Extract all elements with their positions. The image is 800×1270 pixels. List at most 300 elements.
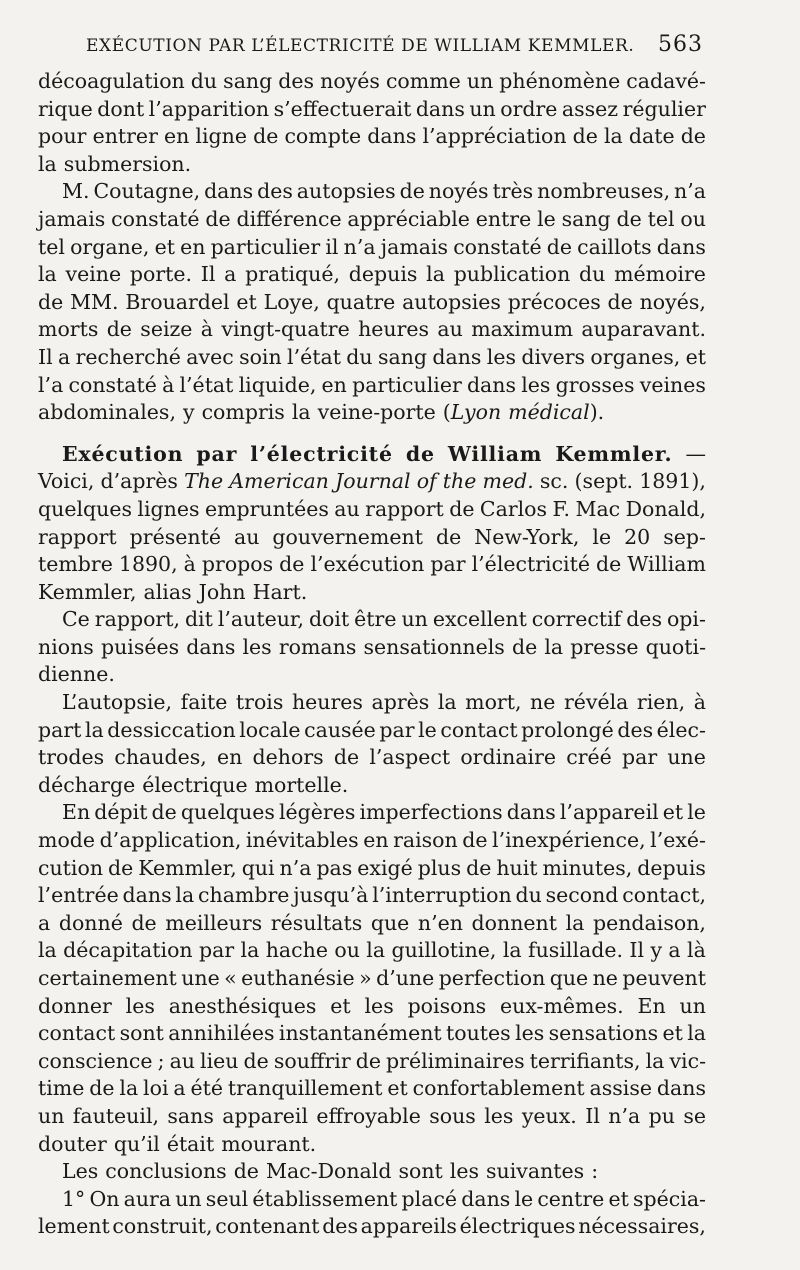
word: terrifiants, — [529, 1048, 641, 1073]
word: Exécution — [62, 441, 184, 466]
word: à — [693, 690, 706, 715]
word: abdominales, — [38, 400, 176, 425]
word: médical). — [508, 400, 605, 425]
text-line — [38, 744, 706, 772]
word: rapport — [365, 496, 444, 521]
word: la — [544, 634, 564, 659]
word: 1891), — [639, 469, 706, 494]
word: la — [687, 1021, 706, 1046]
word: en — [163, 124, 190, 149]
word: tel — [647, 206, 675, 231]
word: peuvent — [622, 966, 706, 990]
word: hache — [265, 938, 328, 963]
word: : — [591, 1159, 599, 1184]
word: faite — [180, 690, 228, 715]
word: depuis — [637, 855, 706, 880]
word: de — [106, 317, 132, 342]
word: a — [38, 910, 51, 935]
word: du — [190, 69, 218, 93]
text-line — [38, 1075, 706, 1103]
word: propos — [201, 552, 274, 577]
word: avec — [186, 344, 234, 369]
word: constaté — [68, 372, 157, 397]
word: On — [89, 1186, 120, 1211]
running-title: EXÉCUTION PAR L’ÉLECTRICITÉ DE WILLIAM KEMMLER. — [86, 36, 635, 56]
word: et — [608, 1186, 629, 1211]
word: En — [62, 800, 91, 825]
word: confortablement — [412, 1076, 585, 1101]
word: jamais — [38, 206, 106, 231]
text-line — [38, 206, 706, 234]
word: nombreuses, — [537, 179, 671, 204]
word: dans — [656, 1076, 706, 1101]
word: conclusions — [105, 1159, 227, 1184]
word: la — [84, 717, 104, 742]
word: excellent — [432, 607, 527, 632]
text-line — [38, 151, 706, 179]
word: (sept. — [574, 469, 634, 494]
text-line — [38, 289, 706, 317]
word: organes, — [590, 344, 681, 369]
word: et — [387, 1076, 408, 1101]
word: les — [364, 993, 394, 1018]
word: l’aspect — [369, 745, 451, 770]
word: sont — [398, 1159, 443, 1184]
word: auparavant. — [581, 317, 706, 342]
word: quoti- — [645, 634, 706, 659]
text-line — [38, 1131, 706, 1159]
word: mortelle. — [254, 772, 349, 797]
word: dans — [415, 96, 465, 121]
word: veine-porte — [317, 400, 436, 425]
word: les — [242, 634, 272, 659]
word: du — [579, 262, 606, 287]
word: soin — [239, 344, 282, 369]
word: certainement — [38, 966, 177, 990]
word: lignes — [137, 496, 200, 521]
text-line — [38, 855, 706, 883]
word: différence — [236, 206, 342, 231]
word: centre — [537, 1186, 605, 1211]
word: trodes — [38, 745, 105, 770]
word: William — [627, 552, 706, 577]
word: l’entrée — [38, 883, 119, 908]
page-number: 563 — [658, 32, 703, 57]
text-line — [38, 316, 706, 344]
word: chaudes, — [114, 745, 207, 770]
word: dans — [656, 234, 706, 259]
word: autopsies — [402, 289, 501, 314]
word: ne — [592, 966, 618, 990]
text-line — [38, 1048, 706, 1076]
word: un — [38, 1103, 65, 1128]
text-line — [38, 827, 706, 855]
word: anesthésiques — [168, 993, 317, 1018]
word: phénomène — [499, 69, 621, 93]
word: Il — [629, 938, 645, 963]
word: gouvernement — [272, 524, 423, 549]
word: de — [435, 524, 462, 549]
word: En — [637, 993, 666, 1018]
word: et — [330, 993, 351, 1018]
word: la — [38, 262, 57, 287]
word: locale — [239, 717, 301, 742]
word: mémoire — [614, 262, 706, 287]
text-line — [38, 551, 706, 579]
word: le — [687, 800, 706, 825]
word: sc. — [539, 469, 569, 494]
word: à — [183, 552, 196, 577]
word: très — [492, 179, 534, 204]
word: sans — [167, 1103, 214, 1128]
word: l’état — [179, 372, 234, 397]
word: la — [604, 124, 623, 149]
word: le — [514, 1186, 534, 1211]
word: toutes — [446, 1021, 511, 1046]
word: rapport, — [94, 607, 180, 632]
word: de — [233, 1159, 259, 1184]
word: du — [346, 344, 373, 369]
word: pour — [38, 124, 87, 149]
word: entrer — [92, 124, 158, 149]
text-line — [38, 799, 706, 827]
word: de — [205, 206, 231, 231]
word: autopsies — [296, 179, 396, 204]
word: des — [278, 69, 315, 93]
word: » — [359, 966, 372, 990]
word: Kemmler, — [38, 579, 137, 604]
word: Kemmler, — [138, 855, 237, 880]
word: tel — [38, 234, 65, 259]
word: qu’il — [113, 1131, 160, 1156]
word: euthanésie — [241, 966, 355, 990]
word: 20 — [624, 524, 651, 549]
word: vingt-quatre — [221, 317, 350, 342]
text-line — [38, 372, 706, 400]
word: dans — [466, 372, 517, 397]
word: Donald, — [625, 496, 706, 521]
word: chambre — [198, 883, 290, 908]
word: décapitation — [63, 938, 193, 963]
word: empruntées — [204, 496, 329, 521]
text-line — [38, 178, 706, 206]
word: particulier — [352, 372, 462, 397]
word: lieu — [200, 1048, 239, 1073]
word: l’auteur, — [217, 607, 304, 632]
word: dont — [97, 96, 145, 121]
text-line — [38, 661, 706, 689]
word: de — [607, 289, 633, 314]
word: loi — [143, 1076, 169, 1101]
word: jamais — [380, 234, 449, 259]
word: de — [511, 634, 538, 659]
word: les — [449, 1159, 479, 1184]
word: sous — [429, 1103, 476, 1128]
word: prolongé — [521, 717, 614, 742]
word: divers — [521, 344, 586, 369]
word: quelques — [38, 496, 132, 521]
word: y — [182, 400, 195, 425]
word: meilleurs — [165, 910, 263, 935]
word: être — [354, 607, 397, 632]
word: ordre — [500, 96, 558, 121]
word: n’a — [279, 855, 312, 880]
word: légères — [278, 800, 356, 825]
word: de — [107, 855, 134, 880]
word: pendaison, — [592, 910, 706, 935]
word: dit — [184, 607, 213, 632]
word: dans — [461, 1186, 511, 1211]
word: med. — [482, 469, 534, 494]
word: Ce — [62, 607, 90, 632]
word: le — [418, 717, 437, 742]
word: tranquillement — [227, 1076, 383, 1101]
text-line — [38, 399, 706, 427]
word: tembre — [38, 552, 113, 577]
word: la — [119, 1076, 139, 1101]
word: mourant. — [221, 1131, 317, 1156]
text-line — [38, 1186, 706, 1214]
word: MM. — [70, 289, 119, 314]
word: submersion. — [63, 151, 192, 176]
word: la — [645, 1048, 665, 1073]
word: été — [190, 1076, 224, 1101]
word: s’effectuerait — [273, 96, 412, 121]
word: les — [521, 372, 551, 397]
word: dehors — [252, 745, 324, 770]
word: assez — [561, 96, 619, 121]
word: Brouardel — [125, 289, 230, 314]
word: dans — [367, 124, 417, 149]
word: suivantes — [486, 1159, 585, 1184]
word: (Lyon — [442, 400, 502, 425]
word: en — [363, 828, 389, 853]
word: dans — [122, 883, 172, 908]
word: y — [650, 938, 663, 963]
word: pratiqué, — [245, 262, 341, 287]
word: donnent — [471, 910, 557, 935]
word: maximum — [471, 317, 574, 342]
word: par — [622, 745, 658, 770]
text-line — [38, 634, 706, 662]
word: huit — [496, 855, 538, 880]
text-line — [38, 1020, 706, 1048]
word: Mac-Donald — [265, 1159, 392, 1184]
word: sang — [561, 206, 611, 231]
text-line — [38, 441, 706, 469]
word: n’a — [674, 179, 706, 204]
word: créé — [566, 745, 612, 770]
word: que — [549, 966, 589, 990]
word: sep- — [663, 524, 706, 549]
word: M. — [62, 179, 90, 204]
word: William — [447, 441, 543, 466]
word: de — [253, 124, 279, 149]
word: The — [184, 469, 224, 494]
word: n’en — [417, 910, 463, 935]
word: à — [162, 372, 175, 397]
word: précoces — [507, 289, 601, 314]
word: F. — [552, 496, 571, 521]
word: l’interruption — [372, 883, 512, 908]
word: lement — [38, 1214, 110, 1239]
page-header — [0, 32, 800, 66]
word: n’a — [608, 1103, 641, 1128]
word: le — [592, 524, 612, 549]
word: des — [257, 179, 293, 204]
word: qui — [241, 855, 275, 880]
word: par — [379, 717, 415, 742]
word: au — [169, 1048, 195, 1073]
word: d’application, — [99, 828, 242, 853]
word: la — [502, 938, 522, 963]
word: ne — [530, 690, 556, 715]
word: la — [291, 400, 311, 425]
text-line — [38, 234, 706, 262]
word: une — [667, 745, 706, 770]
word: Coutagne, — [93, 179, 201, 204]
word: de — [243, 1048, 269, 1073]
paragraph-gap — [38, 427, 706, 441]
word: annihilées — [168, 1021, 275, 1046]
word: et — [662, 800, 684, 825]
word: Voici, — [38, 469, 95, 494]
word: des — [322, 1214, 358, 1239]
word: compris — [201, 400, 285, 425]
text-line — [38, 910, 706, 938]
word: un — [175, 1186, 202, 1211]
word: sont — [119, 1021, 164, 1046]
word: donné — [58, 910, 123, 935]
word: l’appréciation — [422, 124, 567, 149]
word: dépit — [94, 800, 148, 825]
word: et — [236, 289, 257, 314]
word: correctif — [531, 607, 622, 632]
word: sensations — [548, 1021, 659, 1046]
word: rique — [38, 96, 93, 121]
word: ou — [334, 938, 360, 963]
word: Hart. — [252, 579, 308, 604]
word: élec- — [656, 717, 706, 742]
word: a — [224, 262, 237, 287]
word: appréciable — [347, 206, 470, 231]
word: n’a — [343, 234, 376, 259]
word: se — [683, 1103, 706, 1128]
text-line — [38, 96, 706, 124]
word: au — [437, 317, 463, 342]
word: le — [537, 206, 556, 231]
word: yeux. — [521, 1103, 577, 1128]
word: la — [38, 938, 57, 963]
word: caillots — [577, 234, 652, 259]
word: constaté — [111, 206, 200, 231]
word: l’électricité — [471, 552, 590, 577]
word: de — [596, 552, 622, 577]
word: rien, — [636, 690, 686, 715]
word: a — [173, 1076, 186, 1101]
word: présenté — [129, 524, 221, 549]
word: de — [462, 828, 488, 853]
word: noyés, — [639, 289, 706, 314]
word: dans — [186, 634, 236, 659]
word: morts — [38, 317, 99, 342]
word: nécessaires, — [578, 1214, 706, 1239]
word: vic- — [669, 1048, 706, 1073]
word: électrique — [142, 772, 248, 797]
word: souffrir — [273, 1048, 351, 1073]
word: de — [616, 206, 642, 231]
word: 1° — [62, 1186, 86, 1211]
word: Loye, — [263, 289, 320, 314]
word: l’inexpérience, — [492, 828, 646, 853]
text-line — [38, 579, 706, 607]
word: seize — [140, 317, 193, 342]
word: date — [628, 124, 675, 149]
word: dans — [432, 344, 482, 369]
word: fusillade. — [528, 938, 623, 963]
word: pu — [648, 1103, 675, 1128]
word: opi- — [666, 607, 706, 632]
word: de — [131, 910, 157, 935]
word: cadavé- — [626, 69, 706, 93]
word: puisées — [100, 634, 180, 659]
word: la — [437, 690, 457, 715]
word: entre — [475, 206, 532, 231]
word: aura — [123, 1186, 172, 1211]
text-line — [38, 772, 706, 800]
word: établissement — [252, 1186, 398, 1211]
word: noyés — [320, 69, 380, 93]
word: Les — [62, 1159, 99, 1184]
word: ou — [680, 206, 706, 231]
text-line — [38, 937, 706, 965]
word: de — [572, 124, 598, 149]
word: la — [175, 883, 195, 908]
word: doit — [308, 607, 350, 632]
word: contact — [440, 717, 518, 742]
word: guillotine, — [391, 938, 497, 963]
text-line — [38, 1213, 706, 1241]
word: sang — [377, 344, 428, 369]
word: sang — [223, 69, 273, 93]
word: en — [216, 745, 243, 770]
word: contact — [38, 1021, 116, 1046]
word: Il — [585, 1103, 600, 1128]
word: des — [617, 717, 654, 742]
word: dans — [506, 800, 556, 825]
word: par — [430, 552, 466, 577]
word: causée — [304, 717, 376, 742]
word: dans — [204, 179, 254, 204]
word: régulier — [622, 96, 706, 121]
word: l’exécution — [310, 552, 425, 577]
text-line — [38, 717, 706, 745]
word: l’apparition — [148, 96, 270, 121]
word: que — [370, 910, 410, 935]
word: la — [240, 938, 260, 963]
text-line — [38, 68, 706, 96]
word: de — [449, 496, 475, 521]
word: et — [662, 1021, 683, 1046]
word: the — [442, 469, 477, 494]
word: en — [180, 234, 206, 259]
word: préliminaires — [386, 1048, 525, 1073]
word: cution — [38, 855, 104, 880]
word: a — [58, 344, 71, 369]
word: veines — [639, 372, 706, 397]
word: second — [545, 883, 619, 908]
word: de — [680, 124, 706, 149]
